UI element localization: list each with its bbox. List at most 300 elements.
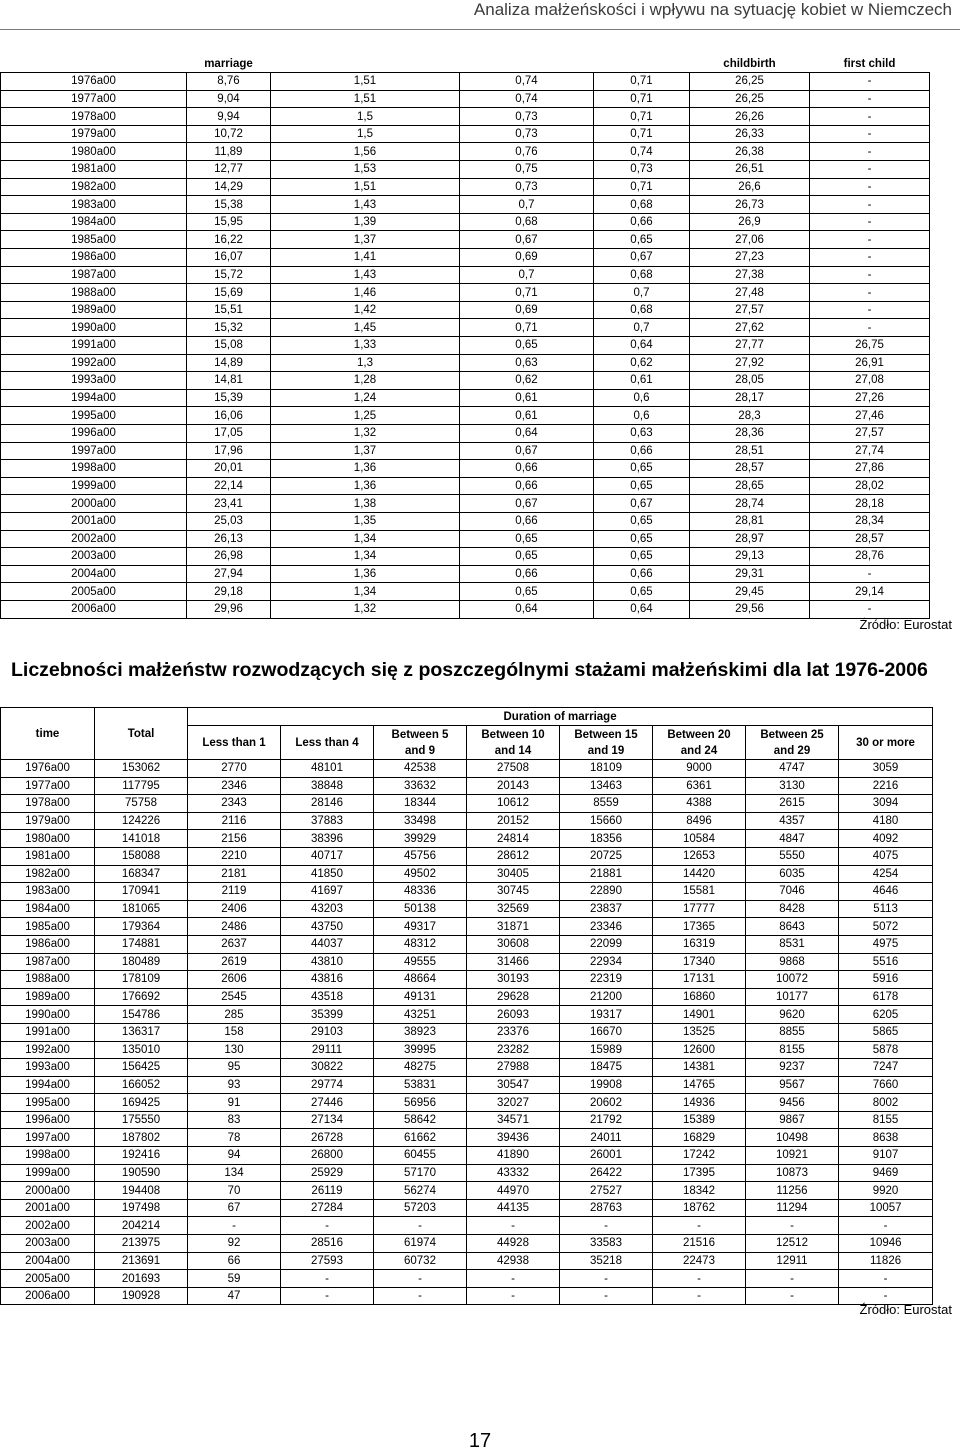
- table-cell: 27,57: [810, 424, 930, 442]
- duration-label-line2: and 14: [494, 744, 532, 757]
- table-cell: 17777: [653, 900, 746, 918]
- table-cell: 0,65: [460, 548, 594, 566]
- table-cell: 158088: [95, 847, 188, 865]
- table-cell: 0,64: [460, 600, 594, 618]
- table-cell: 1982a00: [1, 865, 95, 883]
- table-cell: 0,62: [460, 372, 594, 390]
- table-cell: -: [810, 249, 930, 267]
- table-cell: 10,72: [187, 125, 271, 143]
- duration-label-line1: 30 or more: [856, 736, 915, 749]
- table1-column-header: [594, 55, 690, 73]
- table-cell: 15660: [560, 812, 653, 830]
- table-cell: 26001: [560, 1147, 653, 1165]
- table-cell: 2119: [188, 883, 281, 901]
- table-cell: 0,73: [460, 178, 594, 196]
- table-cell: 0,65: [594, 512, 690, 530]
- table-cell: 15,39: [187, 389, 271, 407]
- table-cell: 28,34: [810, 512, 930, 530]
- table-cell: 43816: [281, 971, 374, 989]
- table-row: [1, 1252, 933, 1270]
- table-cell: 15,38: [187, 196, 271, 214]
- table-cell: 190928: [95, 1287, 188, 1305]
- table-cell: 12911: [746, 1252, 839, 1270]
- table-cell: 156425: [95, 1059, 188, 1077]
- table-cell: -: [281, 1287, 374, 1305]
- table-cell: 44135: [467, 1199, 560, 1217]
- table-cell: 0,68: [594, 266, 690, 284]
- table-cell: 11,89: [187, 143, 271, 161]
- table-row: [1, 865, 933, 883]
- table-cell: 60455: [374, 1147, 467, 1165]
- table-cell: 1,42: [271, 301, 460, 319]
- table-cell: 30608: [467, 935, 560, 953]
- table-cell: 1996a00: [1, 1111, 95, 1129]
- table-cell: 27508: [467, 760, 560, 778]
- time-column-header: time: [1, 708, 95, 760]
- table2-header-row: [1, 708, 933, 726]
- table-cell: 83: [188, 1111, 281, 1129]
- table-cell: 10873: [746, 1164, 839, 1182]
- table-cell: 56274: [374, 1182, 467, 1200]
- table-cell: 14936: [653, 1094, 746, 1112]
- table-cell: -: [810, 301, 930, 319]
- table-cell: 8155: [839, 1111, 933, 1129]
- table-cell: 1980a00: [1, 143, 187, 161]
- table-cell: 1,5: [271, 108, 460, 126]
- table-cell: 28,05: [690, 372, 810, 390]
- table-cell: 135010: [95, 1041, 188, 1059]
- table-cell: 49317: [374, 918, 467, 936]
- table-cell: 20152: [467, 812, 560, 830]
- table-cell: 153062: [95, 760, 188, 778]
- table-row: [1, 1059, 933, 1077]
- table-cell: -: [810, 90, 930, 108]
- table-cell: 0,66: [460, 460, 594, 478]
- table-cell: 0,65: [594, 583, 690, 601]
- table-row: [1, 812, 933, 830]
- table-cell: 26,33: [690, 125, 810, 143]
- table-cell: 10177: [746, 988, 839, 1006]
- table-row: [1, 760, 933, 778]
- table-cell: 5072: [839, 918, 933, 936]
- table-cell: 17395: [653, 1164, 746, 1182]
- table-cell: 1978a00: [1, 108, 187, 126]
- table-cell: 1989a00: [1, 988, 95, 1006]
- table-cell: 47: [188, 1287, 281, 1305]
- table-cell: 1980a00: [1, 830, 95, 848]
- table-cell: 48664: [374, 971, 467, 989]
- table-cell: 42938: [467, 1252, 560, 1270]
- table-cell: 0,66: [460, 565, 594, 583]
- table-cell: 10072: [746, 971, 839, 989]
- table-cell: 32027: [467, 1094, 560, 1112]
- table-cell: 48101: [281, 760, 374, 778]
- table-cell: 35218: [560, 1252, 653, 1270]
- table-cell: 27,38: [690, 266, 810, 284]
- table-cell: 1,3: [271, 354, 460, 372]
- table-cell: 23837: [560, 900, 653, 918]
- table-cell: 6178: [839, 988, 933, 1006]
- table-cell: 1,28: [271, 372, 460, 390]
- table-row: [1, 565, 930, 583]
- table-cell: 1989a00: [1, 301, 187, 319]
- table-cell: 1994a00: [1, 1076, 95, 1094]
- table-cell: 30822: [281, 1059, 374, 1077]
- table-cell: 43203: [281, 900, 374, 918]
- table-cell: 0,66: [594, 213, 690, 231]
- table-cell: 166052: [95, 1076, 188, 1094]
- table-cell: 10612: [467, 795, 560, 813]
- table-cell: 43332: [467, 1164, 560, 1182]
- table-cell: 41890: [467, 1147, 560, 1165]
- table-cell: 48312: [374, 935, 467, 953]
- table-cell: 27593: [281, 1252, 374, 1270]
- table-cell: -: [839, 1287, 933, 1305]
- table-row: [1, 319, 930, 337]
- table-cell: 49502: [374, 865, 467, 883]
- table-cell: 49131: [374, 988, 467, 1006]
- table-cell: 13525: [653, 1023, 746, 1041]
- table-cell: 0,7: [460, 266, 594, 284]
- table-cell: 11256: [746, 1182, 839, 1200]
- section-title: Liczebności małżeństw rozwodzących się z poszczególnymi stażami małżeńskimi dla lat 1976-2006: [11, 659, 928, 681]
- table-cell: 2156: [188, 830, 281, 848]
- table-cell: -: [810, 284, 930, 302]
- table-cell: 19908: [560, 1076, 653, 1094]
- table-row: [1, 953, 933, 971]
- table-cell: 28146: [281, 795, 374, 813]
- table-cell: 27,06: [690, 231, 810, 249]
- table-cell: -: [810, 196, 930, 214]
- table-row: [1, 389, 930, 407]
- table-cell: 0,71: [594, 178, 690, 196]
- table-cell: 26,98: [187, 548, 271, 566]
- table-cell: 1,37: [271, 442, 460, 460]
- table-cell: 2002a00: [1, 530, 187, 548]
- table-cell: 0,74: [594, 143, 690, 161]
- table-cell: 29,14: [810, 583, 930, 601]
- table-cell: 1995a00: [1, 407, 187, 425]
- table-cell: 57203: [374, 1199, 467, 1217]
- table-cell: 0,64: [594, 600, 690, 618]
- table-cell: -: [560, 1217, 653, 1235]
- table-cell: 14381: [653, 1059, 746, 1077]
- table-cell: 75758: [95, 795, 188, 813]
- table-cell: 27134: [281, 1111, 374, 1129]
- table-row: [1, 600, 930, 618]
- table-cell: 27446: [281, 1094, 374, 1112]
- divorces-by-duration-table: [0, 707, 933, 1305]
- table-cell: -: [374, 1217, 467, 1235]
- table-row: [1, 407, 930, 425]
- table-cell: 25929: [281, 1164, 374, 1182]
- table-cell: 9107: [839, 1147, 933, 1165]
- table-cell: 44928: [467, 1235, 560, 1253]
- table1-column-header: childbirth: [690, 55, 810, 73]
- table-row: [1, 1270, 933, 1288]
- table-cell: -: [810, 125, 930, 143]
- table-cell: 23282: [467, 1041, 560, 1059]
- table-cell: 9620: [746, 1006, 839, 1024]
- table-row: [1, 424, 930, 442]
- table-cell: 20725: [560, 847, 653, 865]
- table-row: [1, 1111, 933, 1129]
- table-row: [1, 442, 930, 460]
- table-cell: 2003a00: [1, 548, 187, 566]
- table-cell: 28,02: [810, 477, 930, 495]
- table-cell: 10584: [653, 830, 746, 848]
- table-row: [1, 354, 930, 372]
- table1-header-row: [1, 55, 930, 73]
- table-cell: 174881: [95, 935, 188, 953]
- table-cell: 7660: [839, 1076, 933, 1094]
- table-cell: 0,68: [594, 301, 690, 319]
- table-cell: 27284: [281, 1199, 374, 1217]
- table-cell: 18344: [374, 795, 467, 813]
- table-row: [1, 125, 930, 143]
- table-cell: 26,38: [690, 143, 810, 161]
- table-cell: 48336: [374, 883, 467, 901]
- table-row: [1, 231, 930, 249]
- table-cell: 2406: [188, 900, 281, 918]
- table-row: [1, 249, 930, 267]
- table-cell: 187802: [95, 1129, 188, 1147]
- table-cell: 2770: [188, 760, 281, 778]
- table-cell: 23,41: [187, 495, 271, 513]
- table-cell: 1,34: [271, 583, 460, 601]
- table-cell: 0,67: [594, 495, 690, 513]
- duration-label-line1: Between 25: [760, 728, 824, 741]
- table-cell: -: [810, 319, 930, 337]
- table-cell: -: [810, 143, 930, 161]
- table-cell: 9000: [653, 760, 746, 778]
- table-cell: -: [746, 1270, 839, 1288]
- table-cell: 1979a00: [1, 812, 95, 830]
- table-cell: 22319: [560, 971, 653, 989]
- table-cell: 29,31: [690, 565, 810, 583]
- table-cell: -: [810, 231, 930, 249]
- table-cell: 168347: [95, 865, 188, 883]
- table-cell: 2001a00: [1, 512, 187, 530]
- table-cell: 78: [188, 1129, 281, 1147]
- table-cell: 2216: [839, 777, 933, 795]
- table-cell: -: [281, 1270, 374, 1288]
- table-cell: 22,14: [187, 477, 271, 495]
- table-cell: 5865: [839, 1023, 933, 1041]
- table-cell: 19317: [560, 1006, 653, 1024]
- table-cell: 67: [188, 1199, 281, 1217]
- table-cell: 27,62: [690, 319, 810, 337]
- table-row: [1, 178, 930, 196]
- table-cell: 21792: [560, 1111, 653, 1129]
- table-cell: 194408: [95, 1182, 188, 1200]
- table-cell: 57170: [374, 1164, 467, 1182]
- duration-label-line2: and 29: [773, 744, 811, 757]
- table-cell: 201693: [95, 1270, 188, 1288]
- table-cell: 17340: [653, 953, 746, 971]
- table-cell: 2210: [188, 847, 281, 865]
- table-cell: 26,91: [810, 354, 930, 372]
- table-row: [1, 284, 930, 302]
- table-cell: 29,18: [187, 583, 271, 601]
- table-cell: 204214: [95, 1217, 188, 1235]
- table-cell: 2606: [188, 971, 281, 989]
- table-cell: 15,08: [187, 337, 271, 355]
- table-cell: 14420: [653, 865, 746, 883]
- table-row: [1, 213, 930, 231]
- table-cell: 1981a00: [1, 847, 95, 865]
- table-cell: 2343: [188, 795, 281, 813]
- table-cell: 9469: [839, 1164, 933, 1182]
- table-cell: 0,73: [594, 161, 690, 179]
- table-cell: 25,03: [187, 512, 271, 530]
- table-row: [1, 583, 930, 601]
- table-cell: 15,51: [187, 301, 271, 319]
- table-cell: 1994a00: [1, 389, 187, 407]
- table-cell: 1,35: [271, 512, 460, 530]
- table-cell: 1993a00: [1, 372, 187, 390]
- table-cell: 2346: [188, 777, 281, 795]
- table-cell: 197498: [95, 1199, 188, 1217]
- table-cell: 28,81: [690, 512, 810, 530]
- table-cell: 38396: [281, 830, 374, 848]
- table-cell: 4180: [839, 812, 933, 830]
- table-cell: 4357: [746, 812, 839, 830]
- table-cell: 0,65: [594, 548, 690, 566]
- table-cell: 178109: [95, 971, 188, 989]
- table-cell: 1983a00: [1, 883, 95, 901]
- table-row: [1, 108, 930, 126]
- header-rule: [0, 29, 960, 30]
- table-cell: 1981a00: [1, 161, 187, 179]
- table-cell: 44037: [281, 935, 374, 953]
- table-cell: 5516: [839, 953, 933, 971]
- table-cell: 26,13: [187, 530, 271, 548]
- table-cell: 1,32: [271, 600, 460, 618]
- table-cell: 0,76: [460, 143, 594, 161]
- table-cell: 16,06: [187, 407, 271, 425]
- table-cell: 1,37: [271, 231, 460, 249]
- table-row: [1, 512, 930, 530]
- table-cell: 29,96: [187, 600, 271, 618]
- table-cell: 1999a00: [1, 477, 187, 495]
- table-cell: 28,65: [690, 477, 810, 495]
- duration-label-line1: Less than 4: [295, 736, 359, 749]
- running-header: Analiza małżeńskości i wpływu na sytuację kobiet w Niemczech: [473, 0, 952, 19]
- table-cell: 28,17: [690, 389, 810, 407]
- table-cell: 28,74: [690, 495, 810, 513]
- table-row: [1, 900, 933, 918]
- table-cell: 15581: [653, 883, 746, 901]
- table-row: [1, 1147, 933, 1165]
- table-cell: 1,51: [271, 178, 460, 196]
- table-cell: 0,73: [460, 125, 594, 143]
- table-cell: 9567: [746, 1076, 839, 1094]
- table-cell: 56956: [374, 1094, 467, 1112]
- table-cell: 28,57: [690, 460, 810, 478]
- table-cell: 17242: [653, 1147, 746, 1165]
- table-cell: 2006a00: [1, 600, 187, 618]
- table-cell: 43810: [281, 953, 374, 971]
- table-cell: 0,65: [460, 583, 594, 601]
- table-cell: 59: [188, 1270, 281, 1288]
- table-cell: -: [746, 1217, 839, 1235]
- table-cell: 29,45: [690, 583, 810, 601]
- table-cell: 27,94: [187, 565, 271, 583]
- table-cell: 176692: [95, 988, 188, 1006]
- table-cell: 39436: [467, 1129, 560, 1147]
- table-cell: 13463: [560, 777, 653, 795]
- table-cell: 1984a00: [1, 213, 187, 231]
- duration-column-header: [374, 726, 467, 760]
- table-cell: 14,81: [187, 372, 271, 390]
- table-cell: 18762: [653, 1199, 746, 1217]
- table-cell: 58642: [374, 1111, 467, 1129]
- table-cell: 4975: [839, 935, 933, 953]
- table-row: [1, 777, 933, 795]
- table-cell: 1982a00: [1, 178, 187, 196]
- table-cell: 9237: [746, 1059, 839, 1077]
- table-cell: 0,6: [594, 389, 690, 407]
- table-cell: 1,53: [271, 161, 460, 179]
- table-cell: 28,57: [810, 530, 930, 548]
- table-cell: 0,64: [460, 424, 594, 442]
- table-cell: 15,72: [187, 266, 271, 284]
- table-cell: 39929: [374, 830, 467, 848]
- table-row: [1, 1094, 933, 1112]
- table2-source: Źródło: Eurostat: [859, 1302, 952, 1317]
- table-cell: 2615: [746, 795, 839, 813]
- table-cell: 9456: [746, 1094, 839, 1112]
- table-cell: 12,77: [187, 161, 271, 179]
- table-cell: 23376: [467, 1023, 560, 1041]
- table-cell: 1,46: [271, 284, 460, 302]
- table-cell: 180489: [95, 953, 188, 971]
- table-cell: 0,74: [460, 73, 594, 91]
- table-cell: -: [810, 600, 930, 618]
- table-cell: 2004a00: [1, 565, 187, 583]
- table-cell: 136317: [95, 1023, 188, 1041]
- table-cell: 21516: [653, 1235, 746, 1253]
- table-cell: 179364: [95, 918, 188, 936]
- table-cell: -: [810, 161, 930, 179]
- table-cell: 0,61: [460, 407, 594, 425]
- table-row: [1, 1235, 933, 1253]
- table-cell: 37883: [281, 812, 374, 830]
- table-cell: 22934: [560, 953, 653, 971]
- table-cell: 124226: [95, 812, 188, 830]
- table-cell: 0,71: [594, 90, 690, 108]
- table-cell: 0,67: [594, 249, 690, 267]
- table-cell: 17365: [653, 918, 746, 936]
- duration-label-line2: and 24: [680, 744, 718, 757]
- table-cell: 29774: [281, 1076, 374, 1094]
- table-cell: 14,89: [187, 354, 271, 372]
- table-cell: 1,36: [271, 460, 460, 478]
- table-cell: 8002: [839, 1094, 933, 1112]
- table-cell: 1979a00: [1, 125, 187, 143]
- table-row: [1, 530, 930, 548]
- table-cell: 26422: [560, 1164, 653, 1182]
- table-cell: -: [810, 73, 930, 91]
- table-row: [1, 477, 930, 495]
- table-cell: 1,34: [271, 530, 460, 548]
- table-cell: 61662: [374, 1129, 467, 1147]
- table-cell: 2004a00: [1, 1252, 95, 1270]
- table-cell: 1,33: [271, 337, 460, 355]
- table-cell: 1990a00: [1, 1006, 95, 1024]
- table-cell: 27,57: [690, 301, 810, 319]
